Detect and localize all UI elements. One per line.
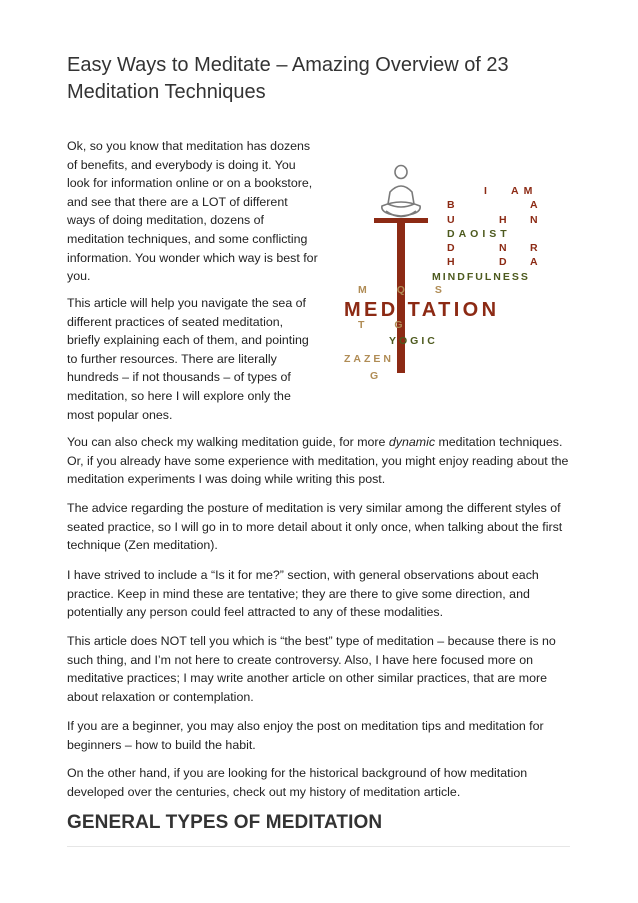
grid-word-am: AM	[511, 185, 538, 197]
walking-text-after: meditation techniques. Or, if you already have some experience with meditation, you might enjoy reading about the meditation experiments I was doing while writing this post.	[67, 435, 569, 487]
grid-word-daoist: DAOIST	[447, 228, 511, 240]
paragraph-not-the-best: This article does NOT tell you which is “the best” type of meditation – because there is no such thing, and I’m not here to create controversy. Also, I have here focused more on meditative practices; I may write another article on other similar practices, that are more about relaxation or contemplation.	[67, 634, 556, 704]
paragraph-is-it-for-me: I have strived to include a “Is it for me?” section, with general observations about each practice. Keep in mind these are tentative; they are there to give some direction, and potentially any person could feel attracted to any of these modalities.	[67, 568, 539, 620]
main-word-meditation: MEDITATION	[344, 299, 500, 321]
t-bar-horizontal	[374, 218, 428, 223]
grid-word-mindfulness: MINDFULNESS	[432, 271, 530, 283]
grid-letter-g: G	[370, 370, 379, 382]
paragraph-beginner: If you are a beginner, you may also enjoy the post on meditation tips and meditation for beginners – how to build the habit.	[67, 719, 544, 752]
paragraph-navigate: This article will help you navigate the sea of different practices of seated meditation, briefly explaining each of them, and pointing to further resources. There are literally hundreds – if not thousands – of types of meditation, so here I will explore only the most popular ones.	[67, 296, 309, 422]
grid-letter-n2: N	[499, 242, 507, 254]
vertical-word-tg: TG	[358, 319, 433, 331]
t-bar-vertical	[397, 223, 405, 373]
grid-letter-b: B	[447, 199, 455, 211]
meditation-word-graphic	[330, 150, 566, 400]
grid-letter-a2: A	[530, 256, 538, 268]
section-divider	[67, 846, 570, 847]
grid-letter-r: R	[530, 242, 538, 254]
paragraph-posture: The advice regarding the posture of meditation is very similar among the different styles of seated practice, so I will go in to more detail about it only once, when talking about the first technique (Zen meditation).	[67, 501, 563, 553]
walking-text-before: You can also check my walking meditation guide, for more	[67, 435, 389, 449]
section-heading-general-types: GENERAL TYPES OF MEDITATION	[67, 812, 383, 833]
grid-word-yogic: YOGIC	[389, 335, 438, 347]
vertical-word-mqs: MQS	[358, 284, 472, 296]
meditating-figure-icon	[382, 166, 420, 217]
grid-letter-i: I	[484, 185, 487, 197]
paragraph-intro: Ok, so you know that meditation has dozens of benefits, and everybody is doing it. You look for information online or on a bookstore, and see that there are a LOT of different ways of doing meditation, dozens of meditation techniques, and some conflicting information. You wonder which way is best for you.	[67, 139, 318, 284]
grid-letter-h2: H	[447, 256, 455, 268]
grid-letter-n: N	[530, 214, 538, 226]
walking-text-emphasis: dynamic	[388, 435, 436, 449]
grid-letter-d2: D	[499, 256, 507, 268]
grid-letter-u: U	[447, 214, 455, 226]
grid-letter-h: H	[499, 214, 507, 226]
grid-letter-a: A	[530, 199, 538, 211]
paragraph-walking-meditation	[67, 433, 577, 489]
grid-word-zazen: ZAZEN	[344, 353, 394, 365]
page-title: Easy Ways to Meditate – Amazing Overview of 23 Meditation Techniques	[67, 54, 509, 103]
grid-letter-d: D	[447, 242, 455, 254]
paragraph-history: On the other hand, if you are looking for the historical background of how meditation developed over the centuries, check out my history of meditation article.	[67, 766, 528, 799]
